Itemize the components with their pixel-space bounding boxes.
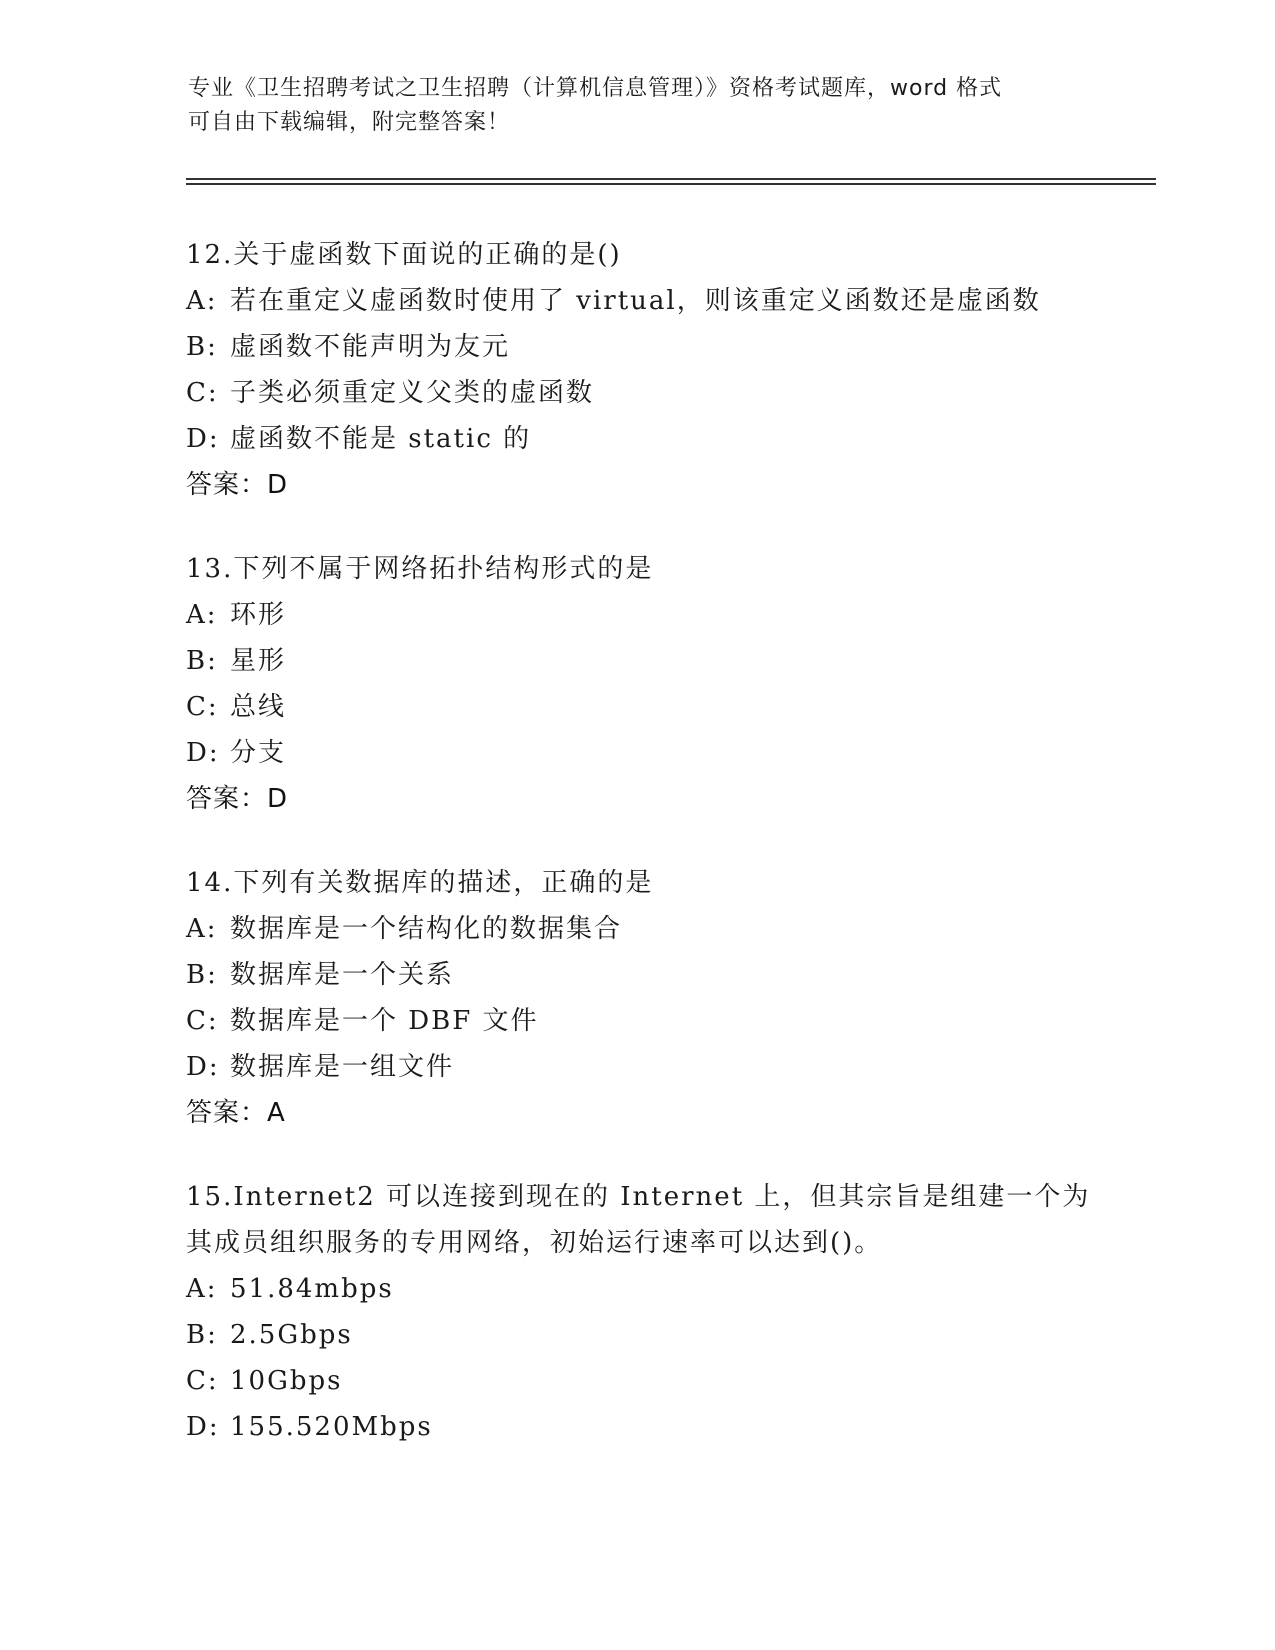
question-text: 12.关于虚函数下面说的正确的是() — [186, 240, 622, 270]
option-label: B: — [186, 646, 218, 676]
option-text: 数据库是一个关系 — [230, 960, 455, 990]
option-label: D: — [186, 738, 220, 768]
question-list — [186, 232, 1091, 1488]
option-label: C: — [186, 692, 219, 722]
answer-line: 答案：D — [186, 470, 289, 500]
option-text: 数据库是一组文件 — [230, 1052, 455, 1082]
answer-line: 答案：D — [186, 784, 289, 814]
question-13 — [186, 546, 1086, 822]
option-d — [186, 730, 1086, 776]
question-12 — [186, 232, 1086, 508]
option-text: 10Gbps — [230, 1366, 343, 1396]
option-text: 总线 — [230, 692, 287, 722]
option-d — [186, 1044, 1086, 1090]
question-text-line-2: 其成员组织服务的专用网络，初始运行速率可以达到()。 — [186, 1228, 883, 1258]
option-c — [186, 684, 1086, 730]
option-text: 2.5Gbps — [230, 1320, 353, 1350]
question-14 — [186, 860, 1086, 1136]
document-header — [188, 72, 1088, 140]
question-text-line-1: 15.Internet2 可以连接到现在的 Internet 上，但其宗旨是组建一个为 — [186, 1182, 1091, 1212]
option-label: D: — [186, 424, 220, 454]
answer-line: 答案：A — [186, 1098, 286, 1128]
option-label: C: — [186, 378, 219, 408]
option-label: A: — [186, 914, 218, 944]
option-label: C: — [186, 1006, 219, 1036]
option-label: A: — [186, 600, 218, 630]
option-text: 数据库是一个 DBF 文件 — [230, 1006, 539, 1036]
option-label: B: — [186, 332, 218, 362]
header-divider-top — [186, 178, 1156, 180]
option-a — [186, 906, 1086, 952]
question-15 — [186, 1174, 1091, 1450]
option-label: C: — [186, 1366, 219, 1396]
header-divider-bottom — [186, 183, 1156, 185]
option-text: 环形 — [230, 600, 287, 630]
option-b — [186, 1312, 1086, 1358]
option-text: 数据库是一个结构化的数据集合 — [230, 914, 623, 944]
option-label: A: — [186, 1274, 218, 1304]
option-label: B: — [186, 1320, 218, 1350]
option-c — [186, 1358, 1086, 1404]
option-text: 若在重定义虚函数时使用了 virtual，则该重定义函数还是虚函数 — [230, 286, 1041, 316]
header-line-1: 专业《卫生招聘考试之卫生招聘（计算机信息管理）》资格考试题库，word 格式 — [188, 76, 1003, 101]
option-c — [186, 998, 1086, 1044]
option-d — [186, 416, 1086, 462]
option-text: 虚函数不能声明为友元 — [230, 332, 511, 362]
question-text — [186, 1174, 1091, 1266]
option-d — [186, 1404, 1086, 1450]
question-text: 14.下列有关数据库的描述，正确的是 — [186, 868, 654, 898]
option-b — [186, 952, 1086, 998]
option-text: 51.84mbps — [230, 1274, 394, 1304]
option-text: 分支 — [230, 738, 287, 768]
option-a — [186, 1266, 1086, 1312]
option-label: A: — [186, 286, 218, 316]
question-text: 13.下列不属于网络拓扑结构形式的是 — [186, 554, 654, 584]
option-c — [186, 370, 1086, 416]
option-text: 星形 — [230, 646, 287, 676]
option-text: 虚函数不能是 static 的 — [230, 424, 532, 454]
option-b — [186, 324, 1086, 370]
header-line-2: 可自由下载编辑，附完整答案！ — [188, 110, 511, 135]
option-text: 子类必须重定义父类的虚函数 — [230, 378, 595, 408]
option-label: B: — [186, 960, 218, 990]
option-a — [186, 592, 1086, 638]
option-text: 155.520Mbps — [230, 1412, 433, 1442]
option-b — [186, 638, 1086, 684]
option-label: D: — [186, 1052, 220, 1082]
option-a — [186, 278, 1086, 324]
option-label: D: — [186, 1412, 220, 1442]
